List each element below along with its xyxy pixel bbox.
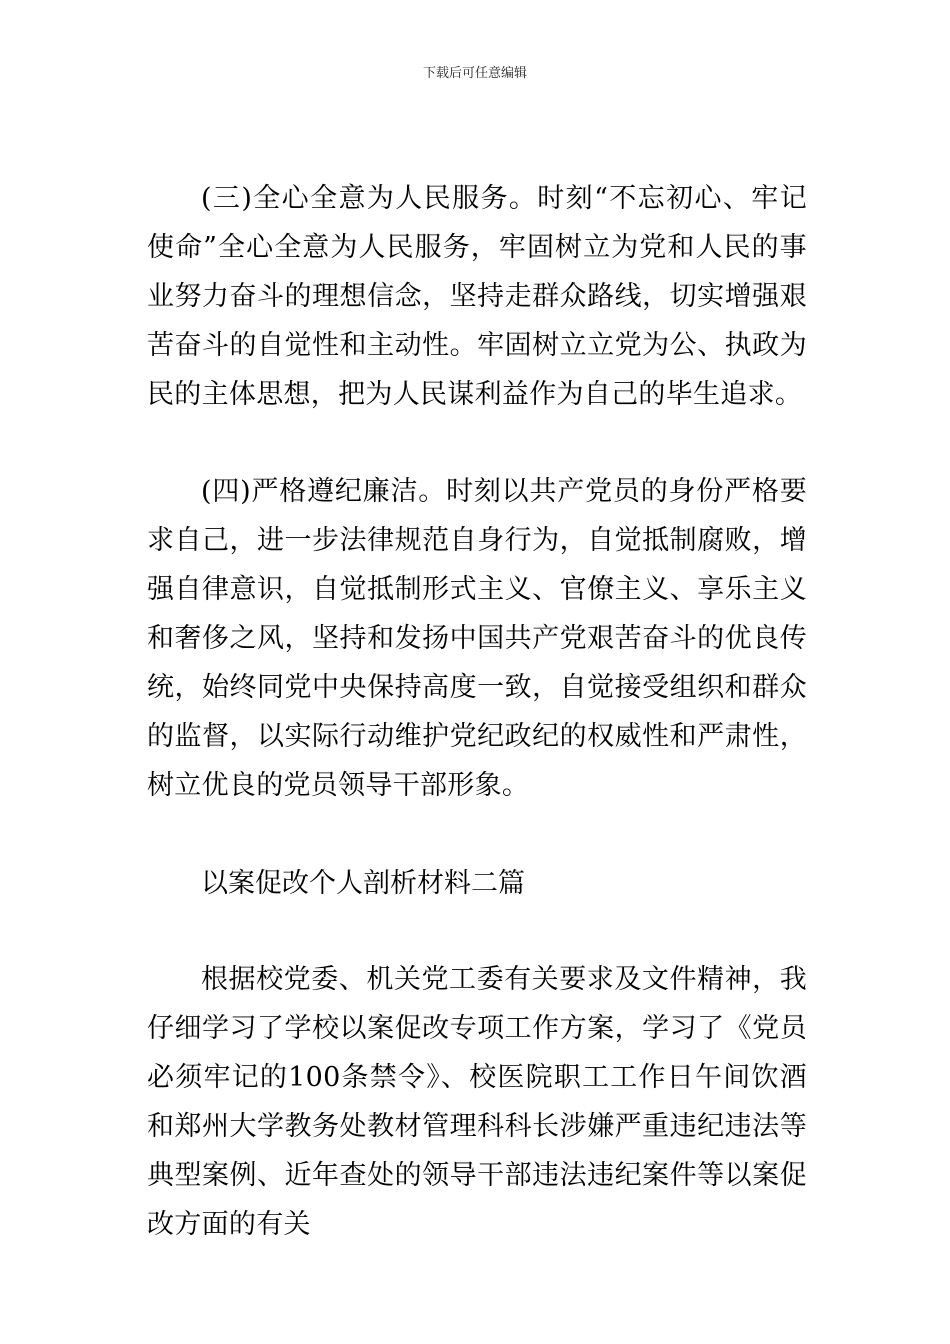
paragraph-serve-people: (三)全心全意为人民服务。时刻“不忘初心、牢记使命”全心全意为人民服务，牢固树立为党和人民的事业努力奋斗的理想信念，坚持走群众路线，切实增强艰苦奋斗的自觉性和主动性。牢固树立立党为公、执政为民的主体思想，把为人民谋利益作为自己的毕生追求。: [147, 183, 807, 410]
paragraph-body-intro: 根据校党委、机关党工委有关要求及文件精神，我仔细学习了学校以案促改专项工作方案，学习了《党员必须牢记的100条禁令》、校医院职工工作日午间饮酒和郑州大学教务处教材管理科科长涉嫌严重违纪违法等典型案例、近年查处的领导干部违法违纪案件等以案促改方面的有关: [147, 964, 807, 1240]
paragraph-discipline: (四)严格遵纪廉洁。时刻以共产党员的身份严格要求自己，进一步法律规范自身行为，自觉抵制腐败，增强自律意识，自觉抵制形式主义、官僚主义、享乐主义和奢侈之风，坚持和发扬中国共产党艰苦奋斗的优良传统，始终同党中央保持高度一致，自觉接受组织和群众的监督，以实际行动维护党纪政纪的权威性和严肃性，树立优良的党员领导干部形象。: [147, 476, 807, 801]
section-title: 以案促改个人剖析材料二篇: [201, 868, 525, 899]
document-body: [147, 174, 807, 1249]
page-header: 下载后可任意编辑: [422, 66, 527, 81]
